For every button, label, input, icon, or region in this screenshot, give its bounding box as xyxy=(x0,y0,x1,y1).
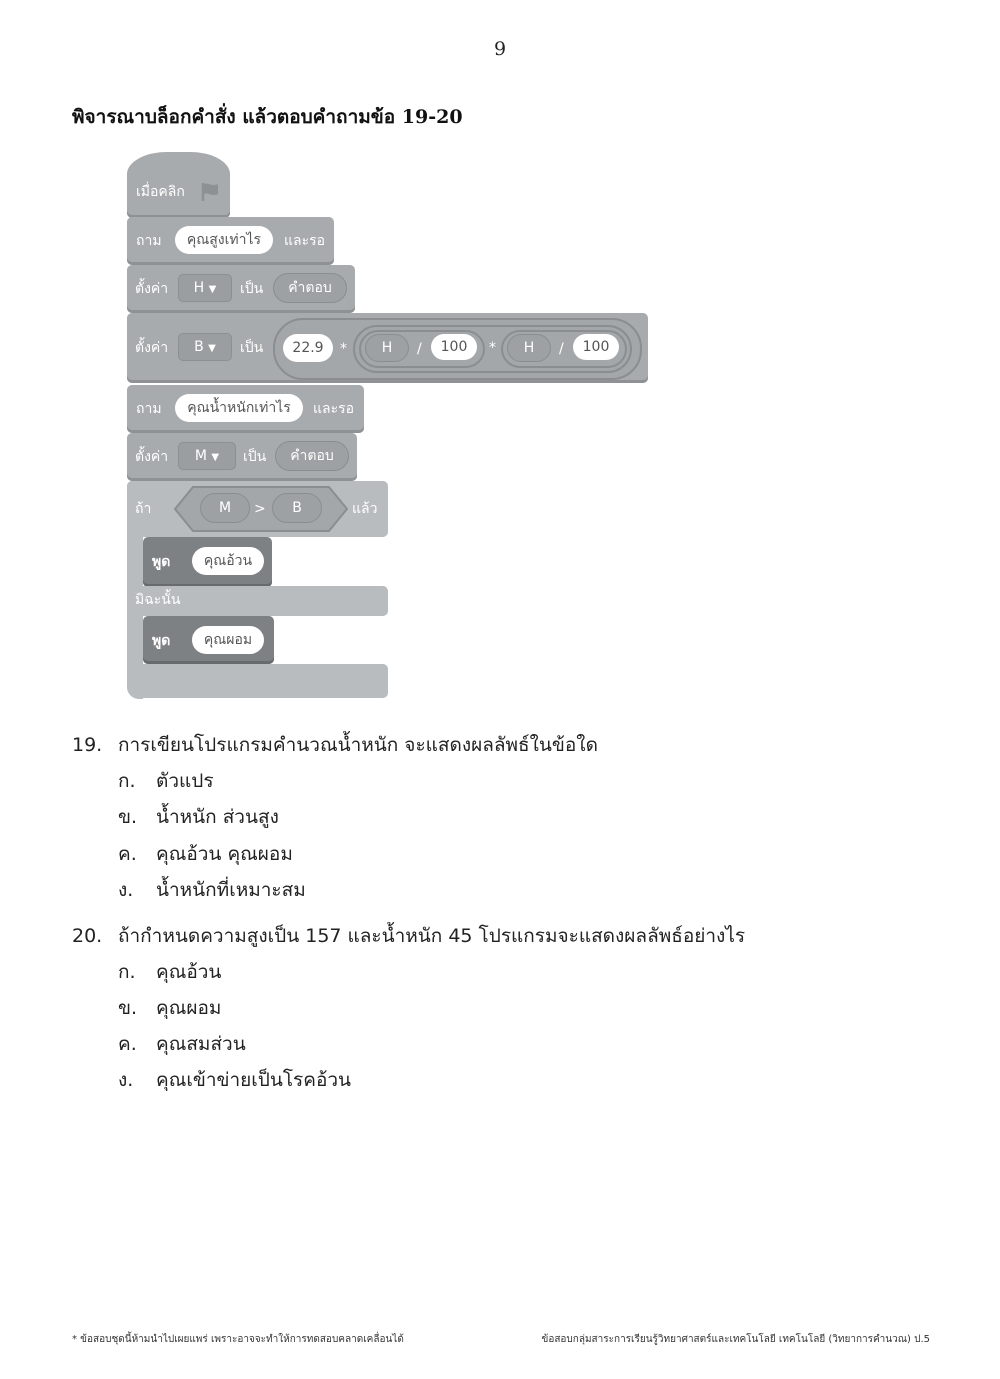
option-letter: ก. xyxy=(118,961,136,983)
question-number: 19. xyxy=(72,734,103,756)
option-text: คุณอ้วน xyxy=(156,961,222,983)
if-label: ถ้า xyxy=(135,501,152,517)
divide-sign: / xyxy=(559,341,564,357)
option-19-b[interactable] xyxy=(118,802,279,832)
option-text: ตัวแปร xyxy=(156,770,214,792)
if-else-footer xyxy=(127,664,388,698)
set-label: ตั้งค่า xyxy=(135,281,169,297)
option-20-d[interactable] xyxy=(118,1065,351,1095)
question-number: 20. xyxy=(72,925,103,947)
ask-label: ถาม xyxy=(136,401,162,417)
multiply-operator[interactable] xyxy=(273,318,642,380)
set-label: ตั้งค่า xyxy=(135,340,169,356)
option-text: คุณผอม xyxy=(156,997,222,1019)
set-label: ตั้งค่า xyxy=(135,449,169,465)
ask-block-height[interactable] xyxy=(127,217,334,265)
to-label: เป็น xyxy=(240,340,264,356)
question-text: ถ้ากำหนดความสูงเป็น 157 และน้ำหนัก 45 โปรแกรมจะแสดงผลลัพธ์อย่างไร xyxy=(118,925,746,947)
ask-suffix: และรอ xyxy=(284,233,326,249)
option-20-a[interactable] xyxy=(118,957,221,987)
say-block-fat[interactable] xyxy=(143,537,272,587)
option-19-a[interactable] xyxy=(118,766,214,796)
option-text: น้ำหนักที่เหมาะสม xyxy=(156,879,306,901)
option-19-c[interactable] xyxy=(118,839,293,869)
greater-than-sign: > xyxy=(254,501,266,517)
to-label: เป็น xyxy=(240,281,264,297)
option-letter: ข. xyxy=(118,806,138,828)
option-letter: ก. xyxy=(118,770,136,792)
else-label: มิฉะนั้น xyxy=(135,592,181,608)
to-label: เป็น xyxy=(243,449,267,465)
divide-operator-1[interactable] xyxy=(359,330,485,368)
say-input-fat[interactable]: คุณอ้วน xyxy=(192,547,264,575)
option-text: น้ำหนัก ส่วนสูง xyxy=(156,806,279,828)
say-label: พูด xyxy=(152,554,171,570)
variable-name-b: B xyxy=(194,339,204,355)
footer-right-title: ข้อสอบกลุ่มสาระการเรียนรู้วิทยาศาสตร์และเทคโนโลยี เทคโนโลยี (วิทยาการคำนวณ) ป.5 xyxy=(541,1334,930,1345)
ask-input-height[interactable]: คุณสูงเท่าไร xyxy=(175,226,273,254)
option-letter: ข. xyxy=(118,997,138,1019)
option-text: คุณสมส่วน xyxy=(156,1033,246,1055)
hat-block-when-flag-clicked[interactable] xyxy=(127,152,230,218)
variable-reporter-h[interactable]: H xyxy=(507,334,551,362)
option-letter: ง. xyxy=(118,1069,134,1091)
option-text: คุณอ้วน คุณผอม xyxy=(156,843,293,865)
variable-reporter-h[interactable]: H xyxy=(365,334,409,362)
option-20-b[interactable] xyxy=(118,993,221,1023)
divide-operator-2[interactable] xyxy=(501,330,627,368)
instruction-heading: พิจารณาบล็อกคำสั่ง แล้วตอบคำถามข้อ 19-20 xyxy=(72,106,463,128)
answer-reporter[interactable]: คำตอบ xyxy=(275,441,349,471)
option-letter: ค. xyxy=(118,1033,137,1055)
variable-name-m: M xyxy=(194,448,207,464)
divide-sign: / xyxy=(417,341,422,357)
say-block-thin[interactable] xyxy=(143,616,274,664)
set-block-h[interactable] xyxy=(127,265,355,313)
option-letter: ง. xyxy=(118,879,134,901)
question-19 xyxy=(72,730,598,760)
option-letter: ค. xyxy=(118,843,137,865)
question-text: การเขียนโปรแกรมคำนวณน้ำหนัก จะแสดงผลลัพธ์ในข้อใด xyxy=(118,734,598,756)
question-20 xyxy=(72,921,745,951)
multiply-sign-2: * xyxy=(489,340,496,356)
set-block-m[interactable] xyxy=(127,433,357,481)
caret-down-icon: ▼ xyxy=(208,284,217,295)
number-input-100[interactable]: 100 xyxy=(431,334,477,360)
variable-name-h: H xyxy=(193,280,205,296)
page-number: 9 xyxy=(493,38,507,60)
green-flag-icon xyxy=(199,181,221,203)
ask-block-weight[interactable] xyxy=(127,385,364,433)
if-header[interactable] xyxy=(127,481,388,537)
option-19-d[interactable] xyxy=(118,875,306,905)
caret-down-icon: ▼ xyxy=(211,452,220,463)
variable-reporter-m[interactable]: M xyxy=(200,493,250,523)
set-block-b[interactable] xyxy=(127,313,648,383)
caret-down-icon: ▼ xyxy=(208,343,216,354)
say-input-thin[interactable]: คุณผอม xyxy=(192,626,264,654)
option-20-c[interactable] xyxy=(118,1029,246,1059)
else-section[interactable] xyxy=(127,586,388,616)
inner-multiply-operator[interactable] xyxy=(353,325,632,373)
ask-input-weight[interactable]: คุณน้ำหนักเท่าไร xyxy=(175,394,303,422)
answer-reporter[interactable]: คำตอบ xyxy=(273,273,347,303)
ask-label: ถาม xyxy=(136,233,162,249)
ask-suffix: และรอ xyxy=(313,401,355,417)
number-input-100[interactable]: 100 xyxy=(573,334,619,360)
hat-label: เมื่อคลิก xyxy=(136,184,185,200)
multiply-sign: * xyxy=(340,341,347,357)
variable-dropdown-h[interactable] xyxy=(178,274,232,302)
say-label: พูด xyxy=(152,633,171,649)
footer-left-note: * ข้อสอบชุดนี้ห้ามนำไปเผยแพร่ เพราะอาจจะทำให้การทดสอบคลาดเคลื่อนได้ xyxy=(72,1334,404,1345)
then-label: แล้ว xyxy=(352,501,378,517)
number-input-22-9[interactable]: 22.9 xyxy=(283,334,333,362)
variable-dropdown-m[interactable] xyxy=(178,442,236,470)
variable-reporter-b[interactable]: B xyxy=(272,493,322,523)
variable-dropdown-b[interactable] xyxy=(178,333,232,361)
option-text: คุณเข้าข่ายเป็นโรคอ้วน xyxy=(156,1069,352,1091)
